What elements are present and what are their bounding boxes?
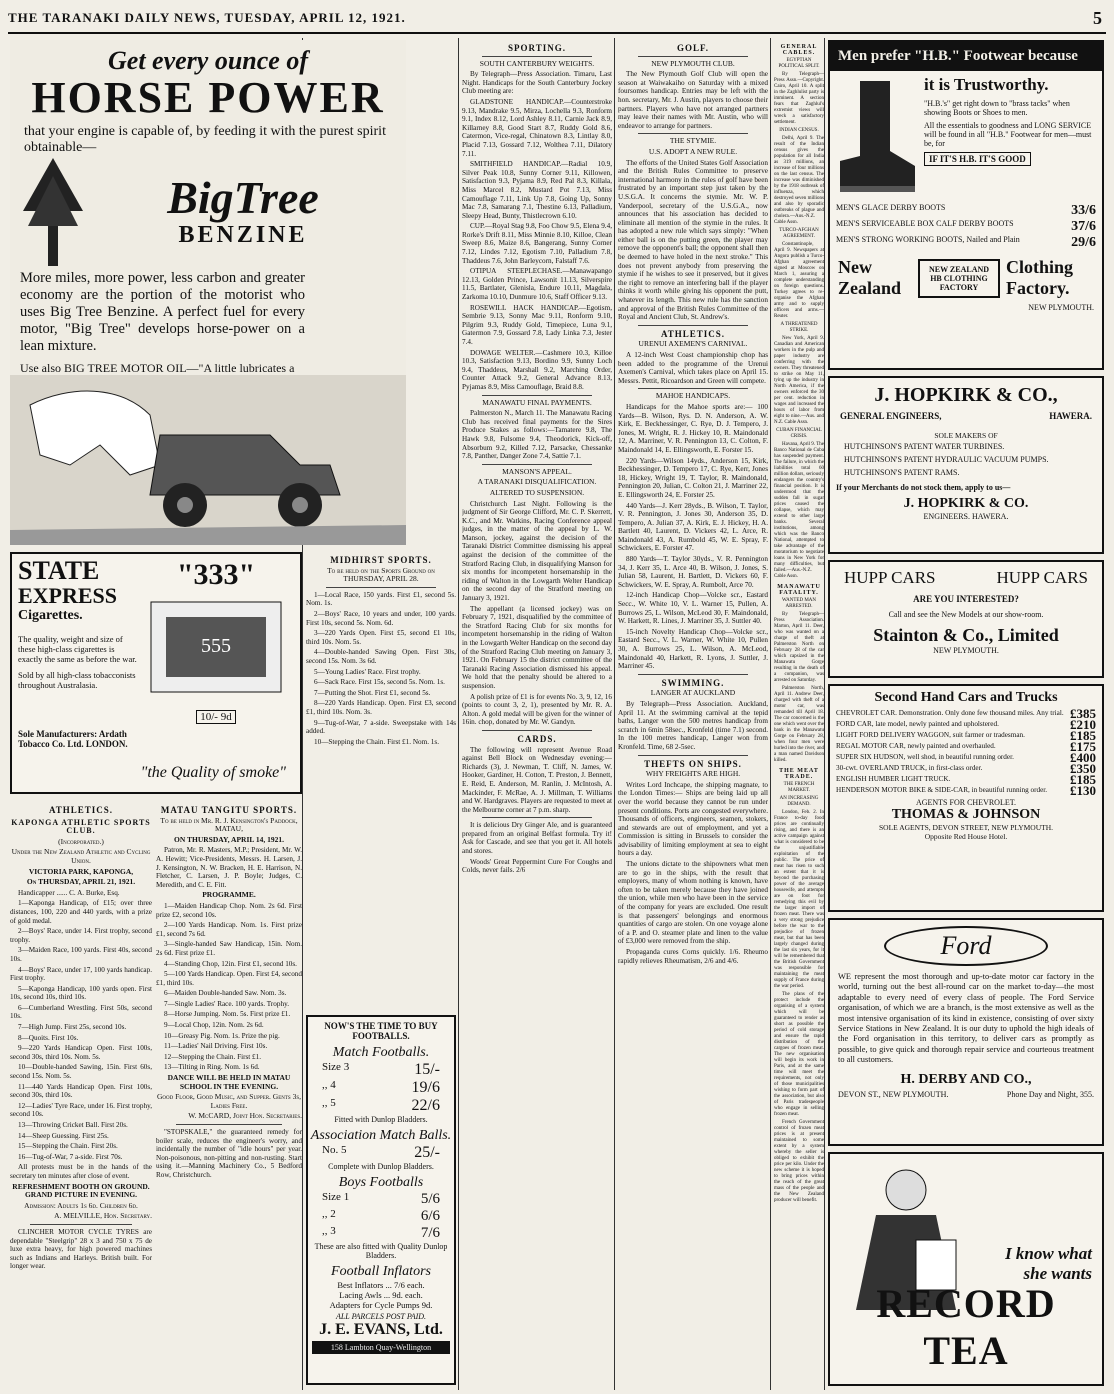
horse-headline: HORSE POWER xyxy=(31,73,385,122)
cables-heading: INDIAN CENSUS. xyxy=(779,128,819,133)
sporting-paragraph: Woods' Great Peppermint Cure For Coughs and Colds, never fails. 2/6 xyxy=(462,857,612,875)
secondhand-item: HENDERSON MOTOR BIKE & SIDE-CAR, in beautiful running order. xyxy=(836,786,1048,794)
secondhand-item: LIGHT FORD DELIVERY WAGGON, suit farmer or tradesman. xyxy=(836,731,1025,739)
cables-paragraph: Delhi, April 9. The result of the Indian census gives the population for all India as 319 millions, an increase of four millions on the last census. The increase was diminished by the 1918 outbreak of influenza, which destroyed seven millions and also by sporadic outbreaks of plague and cholera.—Aus.-N.Z. Cable Assn. xyxy=(774,136,824,225)
masthead xyxy=(8,4,1106,34)
secondhand-price: £175 xyxy=(1070,739,1096,754)
cables-paragraph: The plans of the protect include the organising of a system which will be guaranteed to render as short as possible the period of cold storage and ensure the rapid distribution of the cargoes of frozen meat. The new organisation will begin its work in Paris, and at the same time will meet the requirements, not only of those municipalities wishing to form part of the association, but also of Paris tradespeople who engage in selling frozen meat. xyxy=(774,992,824,1117)
kaponga-event: 15—Stepping the Chain. First 20s. xyxy=(18,1142,118,1151)
footballs-also: These are also fitted with Quality Dunlop Bladders. xyxy=(314,1242,448,1260)
golf-paragraph: 12-inch Handicap Chop—Volcke scr., Eastard Secc., W. White 10, V. L. Warner 15, Pullen, A. Burrows 25, L. Wilson, McLeod 30, F. Maindonald, W. Harkett, R. Lines, J. Marriner 35, J. Suttler 40. xyxy=(618,591,768,626)
sporting-paragraph: SMITHFIELD HANDICAP.—Radial 10.9, Silver Peak 10.8, Sunny Corner 9.11, Killowen, Satisfaction 9.3, Pyjama 8.9, Red Pal 8.3, Killala, Miss Marcel 8.2, Mustard Pot 7.13, Miss Camouflage 7.11, Link Up 7.8, Going Up, Sonny Mac 7.8, Samarang 7.1, Thestine 6.13, Palladium, Sleepy Head, Bunty, Thistlecrown 6.10. xyxy=(462,160,612,220)
record-tea-ad xyxy=(828,1152,1104,1386)
golf-paragraph: The efforts of the United States Golf Association and the British Rules Committee to preserve international harmony in the rules of golf have been frustrated by an important step just taken by the U.S.G.A. It concerns the stymie. Mr. W. P. Vanderpool, secretary of the U.S.G.A., now announces that his association has decided to eliminate all mention of the stymie in the rules. It has adopted a new rule which says simply: "When either ball is on the putting green, the player may remove the opponent's ball; the opponent shall then be deemed to have holed in the next stroke." This does not prevent anybody from preserving the stymie if he wishes to see it preserved, but it gives the right to remove an interfering ball if the player thinks it worth while giving his opponent the putt, whatever its length. This new rule has the sanction and approval of the British Rules Committee of the Royal and Ancient Club, St. Andrew's. xyxy=(618,158,768,322)
cables-heading: MANAWATU FATALITY. xyxy=(777,584,821,596)
golf-heading: LANGER AT AUCKLAND xyxy=(650,688,736,698)
sporting-heading: SOUTH CANTERBURY WEIGHTS. xyxy=(479,58,595,68)
hb-line: All the essentials to goodness and LONG SERVICE will be found in all "H.B." Footwear for men—must be, for xyxy=(924,121,1092,148)
second-hand-cars-ad xyxy=(828,684,1104,912)
football-size: ,, 3 xyxy=(322,1225,336,1237)
cigarettes-title: Cigarettes. xyxy=(18,608,83,623)
big-tree-brand: BigTree xyxy=(167,171,319,223)
hupp-town: NEW PLYMOUTH. xyxy=(933,646,999,655)
kaponga-event: 1—Kaponga Handicap, of £15; over three distances, 100, 220 and 440 yards, with a prize of gold medal. xyxy=(10,899,152,925)
inflator-line: Adapters for Cycle Pumps 9d. xyxy=(329,1300,433,1310)
sporting-paragraph: A polish prize of £1 is for events No. 3, 9, 12, 16 (points to count 3, 2, 1), presented by Mr. R. A. Alton. A gold medal will be given for the winner of 16in. chop, donated by Mr. W. Gandyn. xyxy=(462,692,612,727)
football-inflators-title: Football Inflators xyxy=(331,1264,431,1279)
hopkirk-town: HAWERA. xyxy=(1049,411,1092,421)
footballs-post: ALL PARCELS POST PAID. xyxy=(335,1312,427,1321)
matau-dance: DANCE WILL BE HELD IN MATAU SCHOOL IN THE EVENING. xyxy=(167,1073,291,1091)
sporting-paragraph: The following will represent Avenue Road against Bell Block on Wednesday evening:—Richards (3), J. Newman, T. Cliff, N. James, W. Hooker, Gardiner, H. Cotton, T. Preston, J. Bennett, E. Reid, E. Anderson, M. Ranlin, J. McIntosh, A. Mackinder, F. McRae, A. J. Millman, T. Williams and W. Hardgraves. Players are requested to meet at the Melbourne corner at 7 p.m. sharp. xyxy=(462,745,612,814)
matau-title: MATAU TANGITU SPORTS. xyxy=(160,805,298,815)
hb-new-plymouth: NEW PLYMOUTH. xyxy=(1028,303,1094,312)
state-body: The quality, weight and size of these high-class cigarettes is exactly the same as before the war. xyxy=(18,634,137,664)
secondhand-title: Second Hand Cars and Trucks xyxy=(874,690,1058,705)
cards-title: CARDS. xyxy=(517,733,557,744)
hupp-dealer: Stainton & Co., Limited xyxy=(873,625,1059,645)
hb-product-price: 33/6 xyxy=(1071,203,1096,218)
golf-heading: URENUI AXEMEN'S CARNIVAL. xyxy=(638,339,748,349)
sporting-title: SPORTING. xyxy=(508,43,566,53)
hb-stamp: IF IT'S H.B. IT'S GOOD xyxy=(924,152,1031,166)
column-rule xyxy=(614,38,615,1390)
sporting-paragraph: ROSEWILL HACK HANDICAP.—Egotism, Sembrie 9.13, Sonny Mac 9.11, Ronform 9.10, Pilgrim 9.3, Ruddy Gold, Timepiece, Luna 9.1, Gatermon 7.9, Gossard 7.8, Lady Linka 7.3, Jester 7.4. xyxy=(462,303,612,346)
sporting-paragraph: It is delicious Dry Ginger Ale, and is guaranteed prepared from an original Belfast formula. Try it! Ask for Cascade, and see that you get it. All hotels and stores. xyxy=(462,821,612,856)
matau-programme: PROGRAMME. xyxy=(202,890,256,900)
horse-lead: that your engine is capable of, by feeding it with the purest spirit obtainable— xyxy=(24,124,386,155)
kaponga-event: 5—Kaponga Handicap, 100 yards open. First 10s, second 10s, third 10s. xyxy=(10,984,152,1002)
golf-heading: WHY FREIGHTS ARE HIGH. xyxy=(645,769,741,779)
state-slogan: "the Quality of smoke" xyxy=(140,764,286,781)
hupp-heading: HUPP CARS xyxy=(844,568,936,587)
page-number: 5 xyxy=(1093,7,1102,28)
golf-paragraph: 15-inch Novelty Handicap Chop—Volcke scr., Eastard Secc., V. L. Warner, W. White 10, Pullen 30, A. Burrows 25, L. Wilson, A. McLeod, Maindonald 40, Harkett, R. Lyons, J. Suttler, J. Marriner 45. xyxy=(618,627,768,671)
column-rule xyxy=(458,38,459,1390)
match-footballs-title: Match Footballs. xyxy=(332,1045,430,1060)
footballs-ad xyxy=(306,1015,456,1385)
hopkirk-signature: J. HOPKIRK & CO. xyxy=(903,496,1029,511)
cables-paragraph: London, Feb. 2. In France to-day food prices are continually rising, and there is an active campaign against what is considered to be the unjustifiable exploitation of the public. The price of meat has risen to such an extent that it is beyond the purchasing power of the average housewife, and attempts are on foot for remedying this evil by the larger import of frozen meat. There was a very strong prejudice before the war to the prejudice of frozen meat, but that has been largely changed during the last six years, for it will be remembered that the British Government was responsible for maintaining the meat supply of France during the war period. xyxy=(774,810,824,989)
clincher-ad: CLINCHER MOTOR CYCLE TYRES are dependable "Steelgrip" 28 x 3 and 750 x 75 de luxe extra heavy, for high powered machines such as Indians and Harleys. British built. For longer wear. xyxy=(10,1227,152,1271)
sporting-paragraph: CUP.—Royal Stag 9.8, Foo Chow 9.5, Elena 9.4, Rorke's Drift 8.11, Miss Minnie 8.10, Killoe, Clean Sweep 8.6, Maize 8.6, Bangerang, Sunny Corner 7.12, Lindes 7.12, Egotism 7.10, Palladium 7.8, Thaddeus 7.6, John Barleycorn, Falstaff 7.6. xyxy=(462,222,612,265)
hb-new-zealand: New Zealand xyxy=(838,257,902,298)
state-number: "333" xyxy=(176,558,256,591)
svg-text:555: 555 xyxy=(201,635,231,657)
midhirst-line: 3—220 Yards Open. First £5, second £1 10s, third 10s. Nom. 5s. xyxy=(306,629,456,646)
footballs-fitted: Fitted with Dunlop Bladders. xyxy=(334,1115,428,1124)
kaponga-admission: Admission: Adults 1s 6d. Children 6d. xyxy=(24,1200,138,1210)
horse-oil: Use also BIG TREE MOTOR OIL—"A little lubricates a xyxy=(20,361,295,375)
midhirst-line: 2—Boys' Race, 10 years and under, 100 yards. First 10s, second 5s. Nom. 6d. xyxy=(306,609,456,627)
secondhand-item: CHEVROLET CAR. Demonstration. Only done few thousand miles. Any trial. xyxy=(836,709,1064,717)
hb-logo: NEW ZEALAND HB CLOTHING FACTORY xyxy=(918,259,1000,298)
midhirst-line: 4—Double-handed Sawing Open. First 30s, second 15s. Nom. 3s 6d. xyxy=(306,648,456,665)
cigarette-tin-illustration xyxy=(141,592,291,702)
matau-event: 6—Maiden Double-handed Saw. Nom. 3s. xyxy=(164,989,287,998)
secondhand-price: £185 xyxy=(1070,728,1096,743)
hopkirk-note: If your Merchants do not stock them, apply to us— xyxy=(836,483,1011,492)
hb-product-name: MEN'S STRONG WORKING BOOTS, Nailed and Plain xyxy=(836,235,1020,244)
ford-firm: H. DERBY AND CO., xyxy=(900,1071,1032,1087)
kaponga-secretary: A. MELVILLE, Hon. Secretary. xyxy=(54,1211,152,1221)
midhirst-line: 9—Tug-of-War, 7 a-side. Sweepstake with 14s added. xyxy=(306,718,456,736)
midhirst-line: 1—Local Race, 150 yards. First £1, second 5s. Nom. 1s. xyxy=(306,590,456,608)
secondhand-price: £400 xyxy=(1070,750,1096,765)
sporting-paragraph: OTIPUA STEEPLECHASE.—Manawapango 12.13, Golden Prince, Lawsonit 11.13, Silverspire 11.5, Bartlater, Glenisla, Endure 10.11, Magdala, Zarkoma 10.10, Dunmure 10.6, Staff Officer 9.13. xyxy=(462,267,612,302)
express-title: EXPRESS xyxy=(18,583,118,608)
football-price: 15/- xyxy=(414,1061,440,1078)
matau-event: 8—Horse Jumping. Nom. 5s. First prize £1. xyxy=(164,1010,291,1019)
secondhand-price: £130 xyxy=(1070,783,1096,798)
kaponga-under: (Incorporated.) xyxy=(58,836,104,846)
ford-phone: Phone Day and Night, 355. xyxy=(1006,1089,1094,1099)
ford-ad xyxy=(828,918,1104,1146)
cables-paragraph: By Telegraph—Press Association. Marton, April 11. Deer, who was wanted on a charge of theft at Palmerston North on February 28 of the car which capsized in the Manawatu Gorge resulting in the death of a companion, was arrested on Saturday. xyxy=(774,612,824,683)
secondhand-price: £185 xyxy=(1070,772,1096,787)
kaponga-handicapper: Handicapper ...... C. A. Burke, Esq. xyxy=(18,888,120,897)
football-price: 7/6 xyxy=(420,1225,440,1241)
matau-event: 4—Standing Chop, 12in. First £1, second 10s. xyxy=(164,959,297,968)
record-tagline: I know what she wants xyxy=(1005,1244,1092,1283)
football-size: No. 5 xyxy=(322,1144,347,1156)
kaponga-meet: Under the New Zealand Athletic and Cycling Union. xyxy=(11,847,151,865)
association-balls-title: Association Match Balls. xyxy=(310,1128,452,1143)
kaponga-event: 2—Boys' Race, under 14. First trophy, second trophy. xyxy=(10,927,152,944)
secondhand-item: 30-cwt. OVERLAND TRUCK, in first-class order. xyxy=(836,764,983,772)
cables-heading: WANTED MAN ARRESTED. xyxy=(781,598,817,609)
secondhand-item: REGAL MOTOR CAR, newly painted and overhauled. xyxy=(836,742,996,750)
secondhand-firm: THOMAS & JOHNSON xyxy=(891,807,1041,822)
hopkirk-item: HUTCHINSON'S PATENT RAMS. xyxy=(844,468,960,477)
matau-date: ON THURSDAY, APRIL 14, 1921. xyxy=(174,834,284,844)
hopkirk-footer: ENGINEERS. HAWERA. xyxy=(923,512,1009,521)
sporting-paragraph: Palmerston N., March 11. The Manawatu Racing Club has received final payments for the Sires Produce Stakes as follows:—Tamatere 9.8, The Hawk 9.8, Fulsome 9.4, Theodorick, Kick-off, Absorbum 9.2, Killed 7.12, Parsacke, Chessanke 7.8, Panther, Danger Zone 7.4, Sattie 7.1. xyxy=(462,409,612,461)
matau-event: 10—Greasy Pig. Nom. 1s. Prize the pig. xyxy=(164,1031,280,1040)
matau-event: 5—100 Yards Handicap. Open. First £4, second £1, third 10s. xyxy=(156,970,302,987)
sporting-heading: A TARANAKI DISQUALIFICATION. xyxy=(477,477,597,487)
boys-footballs-title: Boys Footballs xyxy=(338,1175,424,1190)
kaponga-athletics xyxy=(10,802,152,1387)
benzine-label: BENZINE xyxy=(178,221,308,248)
ford-address: DEVON ST., NEW PLYMOUTH. xyxy=(838,1089,949,1099)
hopkirk-ad xyxy=(828,376,1104,554)
cables-paragraph: Havana, April 9. The Banco National de Cuba has suspended payment. The failure, in which the liabilities total 60 million dollars, seriously endangers the country's financial position. It is understood that the sudden fall in sugar prices caused the collapse, which may extend to other large banks. Several institutions, among which was the Banco National, attempted to take advantage of the moratorium to negotiate loans in New York for many difficulties, but failed.—Aus.-N.Z. Cable Assn. xyxy=(774,442,824,579)
golf-paragraph: The unions dictate to the shipowners what men are to go in the ships, with the result that employers, many of whom nothing is known, have often to be taken merely because they have joined the union, while men who have been in the service of the company for years are excluded. One result is that passengers' belongings and enormous quantities of cargo are stolen. On one voyage alone of a P. and O. steamer plate and linen to the value of £3,000 were removed from the ship. xyxy=(618,860,768,946)
football-size: ,, 2 xyxy=(322,1208,336,1220)
secondhand-price: £350 xyxy=(1070,761,1096,776)
kaponga-event: 10—Double-handed Sawing, 15in. First 60s, second 15s. Nom. 5s. xyxy=(10,1063,152,1081)
kaponga-refresh: REFRESHMENT BOOTH ON GROUND. GRAND PICTURE IN EVENING. xyxy=(12,1181,150,1200)
big-tree-benzine-ad xyxy=(10,40,406,545)
kaponga-event: 11—440 Yards Handicap Open. First 100s, second 30s, third 10s. xyxy=(10,1082,152,1100)
matau-event: 11—Ladies' Nail Driving. First 10s. xyxy=(164,1042,268,1051)
golf-heading: MAHOE HANDICAPS. xyxy=(655,391,731,401)
midhirst-sub: To be held on the Sports Ground on THURSDAY, APRIL 28. xyxy=(327,565,435,584)
matau-event: 3—Single-handed Saw Handicap, 15in. Nom. 2s 6d. First prize £1. xyxy=(156,940,302,957)
secondhand-agents: AGENTS FOR CHEVROLET. xyxy=(915,798,1017,807)
sporting-heading: MANAWATU FINAL PAYMENTS. xyxy=(482,397,592,407)
matau-secretary: W. McCARD, Joint Hon. Secretaries. xyxy=(188,1111,302,1121)
secondhand-item: SUPER SIX HUDSON, well shod, in beautiful running order. xyxy=(836,753,1014,761)
matau-event: 7—Single Ladies' Race. 100 yards. Trophy. xyxy=(164,999,290,1008)
matau-event: 9—Local Chop, 12in. Nom. 2s 6d. xyxy=(164,1021,264,1030)
cables-paragraph: French Government control of frozen meat prices is at present maintained to some extent by a system whereby the seller is obliged to exhibit the price per kilo. Under the new scheme it is hoped to bring prices within the reach of the great mass of the people and the New Zealand producer will benefit. xyxy=(774,1120,824,1203)
athletics-title: ATHLETICS. xyxy=(660,328,726,339)
secondhand-price: £385 xyxy=(1070,706,1096,721)
secondhand-opposite: Opposite Red House Hotel. xyxy=(924,832,1008,841)
golf-column xyxy=(618,40,768,1385)
ford-logo: Ford xyxy=(884,926,1048,966)
sporting-heading: MANSON'S APPEAL. xyxy=(502,466,572,476)
sporting-paragraph: By Telegraph—Press Association. Timaru, Last Night. Handicaps for the South Canterbury Jockey Club meeting are: xyxy=(462,70,612,96)
state-sold: Sold by all high-class tobacconists throughout Australasia. xyxy=(18,670,136,690)
kaponga-event: 14—Sheep Guessing. First 25s. xyxy=(18,1131,109,1140)
football-price: 5/6 xyxy=(420,1191,440,1207)
cables-paragraph: New York, April 9. Canadian and American workers in the pulp and paper industry are conferring with the owners. They threatened to strike on May 11, tying up the industry in North America, if the owners enforced the 30 per cent. reduction in wages and increased the hours of labor from eight to nine.—Aus. and N.Z. Cable Assn. xyxy=(774,336,824,425)
matau-event: 13—Tilting in Ring. Nom. 1s 6d. xyxy=(164,1063,260,1072)
boot-icon xyxy=(830,71,920,201)
matau-sports xyxy=(156,802,302,1387)
kaponga-club: KAPONGA ATHLETIC SPORTS CLUB. xyxy=(11,817,151,836)
cables-heading: EGYPTIAN POLITICAL SPLIT. xyxy=(778,58,820,69)
footballs-complete: Complete with Dunlop Bladders. xyxy=(328,1162,434,1171)
midhirst-line: 10—Stepping the Chain. First £1. Nom. 1s. xyxy=(314,737,439,746)
horse-body: More miles, more power, less carbon and greater economy are the portion of the motorist who uses Big Tree Benzine. A perfect fuel for every motor, "Big Tree" develops horse-power on a lean mixture. xyxy=(20,270,305,354)
hopkirk-eng: GENERAL ENGINEERS, xyxy=(840,411,942,421)
footballs-title: NOW'S THE TIME TO BUY FOOTBALLS. xyxy=(324,1021,438,1041)
sporting-heading: ALTERED TO SUSPENSION. xyxy=(489,487,585,497)
general-cables-column xyxy=(774,40,824,1385)
sporting-paragraph: DOWAGE WELTER.—Cashmere 10.3, Killoe 10.3, Satisfaction 9.13, Bordino 9.9, Sunny Loch 9.4, Thaddeus, Marshall 9.2, Marching Order, Counter Attack 9.2, General Advance 8.13, Pyjamas 8.9, Miss Camouflage, Braid 8.8. xyxy=(462,348,612,391)
kaponga-event: 16—Tug-of-War, 7 a-side. First 70s. xyxy=(18,1152,123,1161)
hb-line: "H.B.'s" get right down to "brass tacks" when showing Boots or Shoes to men. xyxy=(924,99,1070,117)
kaponga-event: 4—Boys' Race, under 17, 100 yards handicap. First trophy. xyxy=(10,965,152,983)
cables-heading: TURCO-AFGHAN AGREEMENT. xyxy=(779,228,819,239)
secondhand-item: FORD CAR, late model, newly painted and upholstered. xyxy=(836,720,999,728)
horse-tagline: Get every ounce of xyxy=(108,46,308,75)
kaponga-event: 9—220 Yards Handicap Open. First 100s, second 30s, third 10s. Nom. 5s. xyxy=(10,1044,152,1061)
cables-heading: THE MEAT TRADE. xyxy=(779,768,819,780)
midhirst-line: 8—220 Yards Handicap. Open. First £3, second £1, third 10s. Nom. 3s. xyxy=(306,699,456,716)
golf-paragraph: The New Plymouth Golf Club will open the season at Waiwakaiho on Saturday with a mixed foursomes handicap. Entries may be left with the hon. secretary, Mr. J. Austin, players to choose their partners. Players who have not arranged partners may leave their names with Mr. Austin, who will endeavor to arrange for partners. xyxy=(618,70,768,130)
cables-paragraph: By Telegraph—Press Assn.—Copyright. Cairo, April 10. A split in the Zaghlulist party is imminent. A section fears that Zaghlul's extremist views will wreck a satisfactory settlement. xyxy=(774,72,824,125)
hb-product-name: MEN'S GLACE DERBY BOOTS xyxy=(836,203,946,212)
stopskale-ad: "STOPSKALE," the guaranteed remedy for boiler scale, reduces the engineer's worry, and incidentally the number of "idle hours" per year. Non-poisonous, non-pitting and non-rusting. Start using it.—Manning Machinery Co., 5 Bedford Row, Christchurch. xyxy=(156,1128,302,1179)
hopkirk-makers: SOLE MAKERS OF xyxy=(934,431,998,440)
cables-paragraph: Constantinople, April 9. Newspapers at Angora publish a Turco-Afghan agreement signed at Moscow on March 1, assuring a complete understanding on foreign questions. Turkey agrees to re-organise the Afghan army and to supply officers and arms.—Reuter. xyxy=(774,242,824,319)
hb-footwear-ad xyxy=(828,40,1104,370)
horse-car-illustration xyxy=(10,375,406,545)
cables-heading: THE FRENCH MARKET. xyxy=(783,782,815,793)
midhirst-line: 7—Putting the Shot. First £1, second 5s. xyxy=(314,688,431,697)
state-express-ad xyxy=(10,552,302,794)
sporting-paragraph: The appellant (a licensed jockey) was on February 7, 1921, disqualified by the committee of the Stratford Racing Club for six months for incompetent horsemanship in the riding of Walton in the Lowgarth Welter Handicap on the second day of the Stratford Racing Club meeting on January 3, 1921. On February 15 the district committee of the Taranaki Racing Association dismissed his appeal. We hold that the penalty should be altered to a suspension. xyxy=(462,604,612,690)
football-size: ,, 5 xyxy=(322,1097,336,1109)
cables-title: GENERAL CABLES. xyxy=(780,44,818,56)
football-price: 25/- xyxy=(414,1144,440,1161)
cables-heading: AN INCREASING DEMAND. xyxy=(779,796,819,807)
state-title: STATE xyxy=(18,556,100,585)
state-price: 10/- 9d xyxy=(196,710,235,724)
kaponga-event: 7—High Jump. First 25s, second 10s. xyxy=(18,1023,127,1032)
hb-trustworthy: it is Trustworthy. xyxy=(924,75,1049,94)
evans-address: 158 Lambton Quay-Wellington xyxy=(312,1341,450,1354)
cables-paragraph: Palmerston North, April 11. Andrew Deer, charged with theft of a motor car, was remanded till April 18. The car concerned is the one which went over the bank in the Manawatu Gorge on February 28, when four men were hurled into the river, and a man named Davidson killed. xyxy=(774,686,824,763)
record-tea-brand: RECORD TEA xyxy=(876,1281,1056,1373)
golf-paragraph: Writes Lord Inchcape, the shipping magnate, to the London Times:— Ships are being laid up all over the world because they cannot be run under present conditions. Ports are congested everywhere. Thousands of officers, engineers, seamen, stokers, and stewards are out of employment, and yet a Commission is sitting in Brussels to consider the advisability of limiting employment at sea to eight hours a day. xyxy=(618,780,768,858)
golf-title: GOLF. xyxy=(677,43,709,53)
cables-heading: A THREATENED STRIKE. xyxy=(780,322,818,333)
ford-body: WE represent the most thorough and up-to-date motor car factory in the world, turning out the best all-round car on the market to-day—the most adaptable to every need of every class of people. The Ford Service organisation, of which we are a branch, is the most extensive as well as the most intensive organisation of its kind in existence, consisting of over sixty Service Stations in New Zealand. It is our duty to uphold the high ideals of the Ford organisation in this territory, to deliver cars as promptly as possible, to give quick and thorough repair service and courteous treatment to all customers. xyxy=(838,972,1094,1065)
evans-name: J. E. EVANS, Ltd. xyxy=(319,1321,443,1338)
hb-product-price: 29/6 xyxy=(1071,235,1096,250)
football-size: Size 1 xyxy=(322,1191,350,1203)
sporting-column xyxy=(462,40,612,1385)
state-agents: Sole Manufacturers: Ardath Tobacco Co. Ltd. LONDON. xyxy=(18,729,128,749)
kaponga-event: 12—Ladies' Tyre Race, under 16. First trophy, second 10s. xyxy=(10,1101,152,1119)
hupp-cars-ad xyxy=(828,560,1104,678)
matau-event: 12—Stepping the Chain. First £1. xyxy=(164,1052,262,1061)
matau-intro: Patron, Mr. R. Masters, M.P.; President, Mr. W. A. Hewitt; Vice-Presidents, Messrs. H. Larsen, J. J. Kensington, N. W. Bracken, H. E. Harrison, N. Fletcher, C. Larsen, J. P. Boyle; Judges, C. Meredith, and C. E. Fitt. xyxy=(156,846,302,889)
matau-music: Good Floor, Good Music, and Supper. Gents 3s, Ladies Free. xyxy=(157,1092,301,1110)
golf-paragraph: Propaganda cures Corns quickly. 1/6. Rheumo rapidly relieves Rheumatism, 2/6 and 4/6. xyxy=(618,948,768,965)
hupp-call: Call and see the New Models at our show-room. xyxy=(888,610,1044,619)
hupp-heading: HUPP CARS xyxy=(996,568,1088,587)
hopkirk-item: HUTCHINSON'S PATENT WATER TURBINES. xyxy=(844,442,1005,451)
inflator-line: Lacing Awls ... 9d. each. xyxy=(339,1290,423,1300)
golf-paragraph: 440 Yards—J. Kerr 28yds., B. Wilson, T. Taylor, V. R. Pennington, J. Jones 30, Anderson 35, D. Tempero, A. Julian 37, A. Kirk, E. J. Hickey, H. A. Bartlett 40, Laurent, D. Vickers 42, L. Arce, R. Maindonald 43, A. Rumbold 45, W. E. Spray, F. Schwickers, E. Forster 47. xyxy=(618,501,768,553)
midhirst-sports xyxy=(306,552,456,792)
cables-heading: CUBAN FINANCIAL CRISIS. xyxy=(776,428,822,439)
hupp-question: ARE YOU INTERESTED? xyxy=(913,594,1019,604)
football-size: Size 3 xyxy=(322,1061,350,1073)
kaponga-venue: VICTORIA PARK, KAPONGA, xyxy=(28,866,134,876)
midhirst-title: MIDHIRST SPORTS. xyxy=(330,555,432,565)
column-rule xyxy=(824,38,825,1390)
swimming-title: SWIMMING. xyxy=(661,677,725,688)
football-size: ,, 4 xyxy=(322,1079,336,1091)
midhirst-line: 6—Sack Race. First 15s, second 5s. Nom. 1s. xyxy=(314,678,445,687)
secondhand-address: SOLE AGENTS, DEVON STREET, NEW PLYMOUTH. xyxy=(879,823,1053,832)
hb-headline: Men prefer "H.B." Footwear because xyxy=(830,42,1102,71)
hb-clothing-factory: Clothing Factory. xyxy=(1006,257,1074,298)
hb-product-name: MEN'S SERVICEABLE BOX CALF DERBY BOOTS xyxy=(836,219,1014,228)
kaponga-date: On THURSDAY, APRIL 21, 1921. xyxy=(26,877,136,887)
masthead-title: THE TARANAKI DAILY NEWS, TUESDAY, APRIL 12, 1921. xyxy=(8,10,406,25)
golf-heading: THE STYMIE. xyxy=(669,136,717,146)
athletics-title: ATHLETICS. xyxy=(48,805,114,815)
hopkirk-name: J. HOPKIRK & CO., xyxy=(874,384,1058,406)
matau-event: 2—100 Yards Handicap. Nom. 1s. First prize £1, second 7s 6d. xyxy=(156,921,302,938)
midhirst-line: 5—Young Ladies' Race. First trophy. xyxy=(314,667,421,676)
matau-sub: To be held in Mr. R. J. Kensington's Paddock, MATAU, xyxy=(160,815,298,834)
golf-heading: U.S. ADOPT A NEW RULE. xyxy=(648,146,738,156)
golf-paragraph: 220 Yards—Wilson 14yds., Anderson 15, Kirk, Beckhessinger, D. Tempero 17, C. Rye, Kerr, Jones 18, Hickey, Wright 19, T. Taylor, R. Maindonald, Pennington 20, Julian, C. Colton 21, J. Marriner 22, E. Ellingsworth 24, E. Forster 25. xyxy=(618,456,768,499)
kaponga-protests: All protests must be in the hands of the secretary ten minutes after close of event. xyxy=(10,1163,152,1180)
hb-product-price: 37/6 xyxy=(1071,219,1096,234)
sporting-paragraph: Christchurch Last Night. Following is the judgment of Sir George Clifford, Mr. C. P. Skerrett, K.C., and Mr. Watkins, Racing Conference appeal judges, in the matter of the appeal by L. W. Manson, jockey, against the decision of the Taranaki District Committee dismissing his appeal against the decision of the committee of the Stratford Racing Club, in disqualifying Manson for six months for incompetent horsemanship in the riding of Walton in the Lowgarth Welter Handicap on the second day of the Stratford meeting on January 3, 1921. xyxy=(462,499,612,603)
secondhand-item: ENGLISH HUMBER LIGHT TRUCK. xyxy=(836,775,951,783)
kaponga-event: 3—Maiden Race, 100 yards. First 40s, second 10s. xyxy=(10,946,152,963)
kaponga-event: 13—Throwing Cricket Ball. First 20s. xyxy=(18,1121,128,1129)
column-rule xyxy=(770,38,771,1390)
kaponga-event: 6—Cumberland Wrestling. First 50s, second 10s. xyxy=(10,1003,152,1021)
matau-event: 1—Maiden Handicap Chop. Nom. 2s 6d. First prize £2, second 10s. xyxy=(156,901,302,919)
secondhand-price: £210 xyxy=(1070,717,1096,732)
inflator-line: Best Inflators ... 7/6 each. xyxy=(337,1280,425,1290)
golf-paragraph: A 12-inch West Coast championship chop has been added to the programme of the Urenui Axemen's Carnival, which takes place on April 15. Messrs. Pettit, Ricoardson and Green will compete. xyxy=(618,351,768,385)
football-price: 22/6 xyxy=(411,1097,440,1114)
hopkirk-item: HUTCHINSON'S PATENT HYDRAULIC VACUUM PUMPS. xyxy=(844,455,1049,464)
football-price: 6/6 xyxy=(420,1208,440,1224)
golf-paragraph: 880 Yards—T. Taylor 30yds., V. R. Pennington 34, J. Kerr 35, L. Arce 40, B. Wilson, J. Jones, S. Julian 58, Laurent, H. Bartlett, D. Vickers 60, F. Schwickers, W. E. Spray, A. Rumbolt, Arce 70. xyxy=(618,555,768,589)
kaponga-event: 8—Quoits. First 10s. xyxy=(18,1033,79,1042)
golf-paragraph: Handicaps for the Mahoe sports are:— 100 Yards—B. Wilson, Rys. D. N. Anderson, A. W. Kirk, E. Beckhessinger, C. Rye, D. J. Tempero, J. Jones, M. Wright, R. J. Hickey 10, R. Maindonald 12, A. Marriner, V. R. Pennington 13, C. Colton, F. Maindonald 14, E. Ellingsworth, E. Forster 15. xyxy=(618,402,768,454)
tree-icon xyxy=(18,156,88,266)
football-price: 19/6 xyxy=(411,1079,440,1096)
golf-paragraph: By Telegraph—Press Association. Auckland, April 11. At the swimming carnival at the tepid baths, Langer won the 500 metres handicap from scratch in 6min 58sec., Kronfeld (time 7.1) second. In the 100 metres handicap, Langer won from Kronfeld. Time, 68 2-5sec. xyxy=(618,699,768,751)
golf-heading: THEFTS ON SHIPS. xyxy=(644,758,742,769)
golf-heading: NEW PLYMOUTH CLUB. xyxy=(651,58,735,68)
sporting-paragraph: GLADSTONE HANDICAP.—Counterstroke 9.13, Mandrake 9.5, Mirza, Lochella 9.3, Ronform 9.1, Index 8.12, Lord Ashley 8.11, Carnie Jack 8.9, Killarney 8.8, Good Start 8.7, Ruddy Gold 8.6, Catermon, Vice-regal, Chinatown 8.3, Lintlay 8.0, Placid 7.13, Gossard 7.12, Wolthea 7.11, Dilatory 7.11. xyxy=(462,97,612,158)
